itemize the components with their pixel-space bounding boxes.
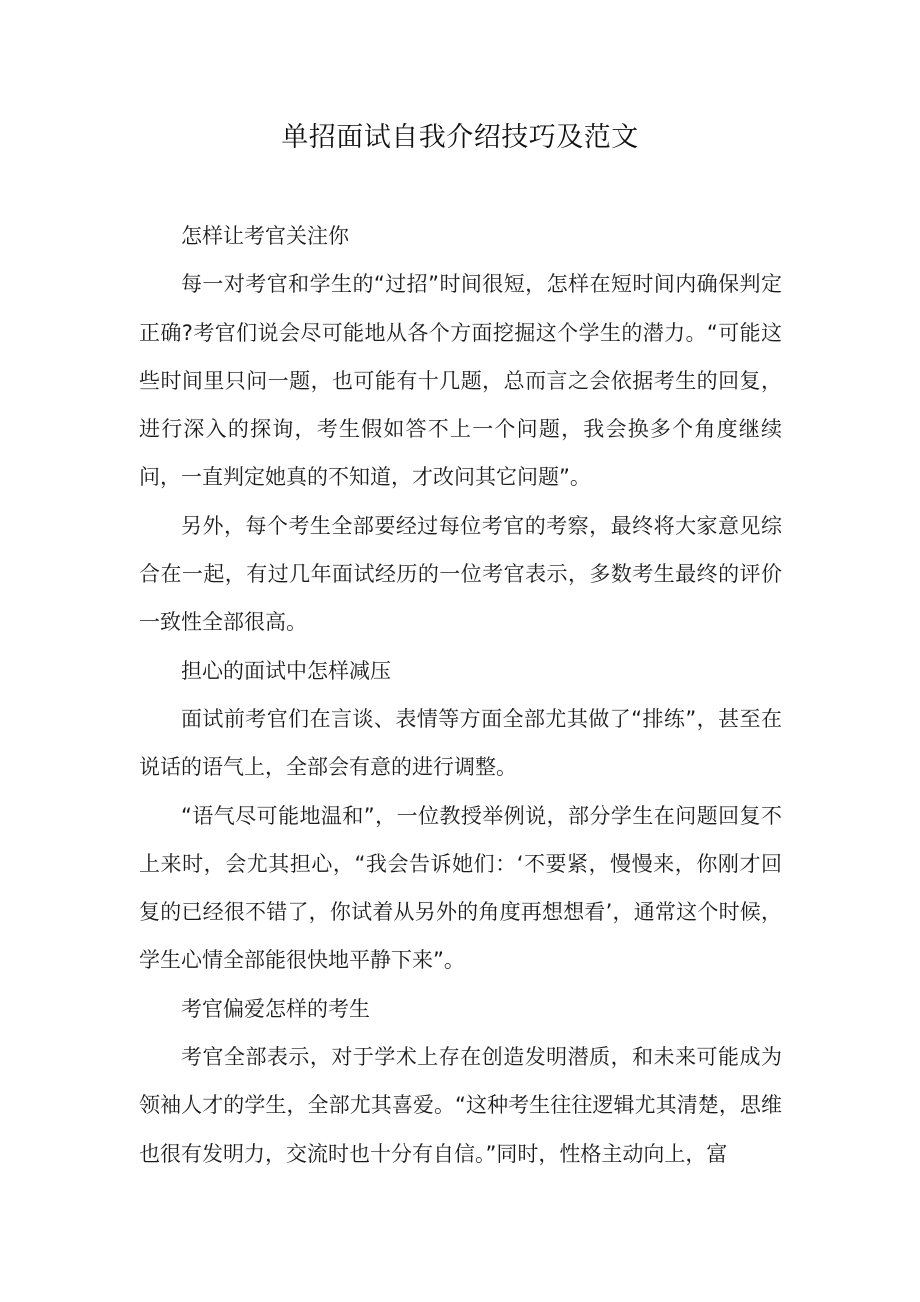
paragraph: 每一对考官和学生的“过招”时间很短，怎样在短时间内确保判定正确?考官们说会尽可能地从各个方面挖掘这个学生的潜力。“可能这些时间里只问一题，也可能有十几题，总而言之会依据考生的回复，进行深入的探询，考生假如答不上一个问题，我会换多个角度继续问，一直判定她真的不知道，才改问其它问题”。 (139, 272, 782, 490)
document-body (139, 212, 782, 1178)
paragraph: “语气尽可能地温和”，一位教授举例说，部分学生在问题回复不上来时，会尤其担心，“我会告诉她们：‘不要紧，慢慢来，你刚才回复的已经很不错了，你试着从另外的角度再想想看’，通常这个时候，学生心情全部能很快地平静下来”。 (139, 803, 782, 973)
section-heading-attention: 怎样让考官关注你 (181, 224, 349, 248)
paragraph: 面试前考官们在言谈、表情等方面全部尤其做了“排练”，甚至在说话的语气上，全部会有意的进行调整。 (139, 706, 782, 780)
section-heading-preference: 考官偏爱怎样的考生 (181, 996, 370, 1021)
paragraph: 另外，每个考生全部要经过每位考官的考察，最终将大家意见综合在一起，有过几年面试经历的一位考官表示，多数考生最终的评价一致性全部很高。 (139, 513, 782, 635)
paragraph: 考官全部表示，对于学术上存在创造发明潜质，和未来可能成为领袖人才的学生，全部尤其喜爱。“这种考生往往逻辑尤其清楚，思维也很有发明力，交流时也十分有自信。”同时，性格主动向上，富 (139, 1045, 782, 1166)
document-title: 单招面试自我介绍技巧及范文 (281, 122, 639, 153)
section-heading-stress: 担心的面试中怎样减压 (181, 658, 391, 683)
